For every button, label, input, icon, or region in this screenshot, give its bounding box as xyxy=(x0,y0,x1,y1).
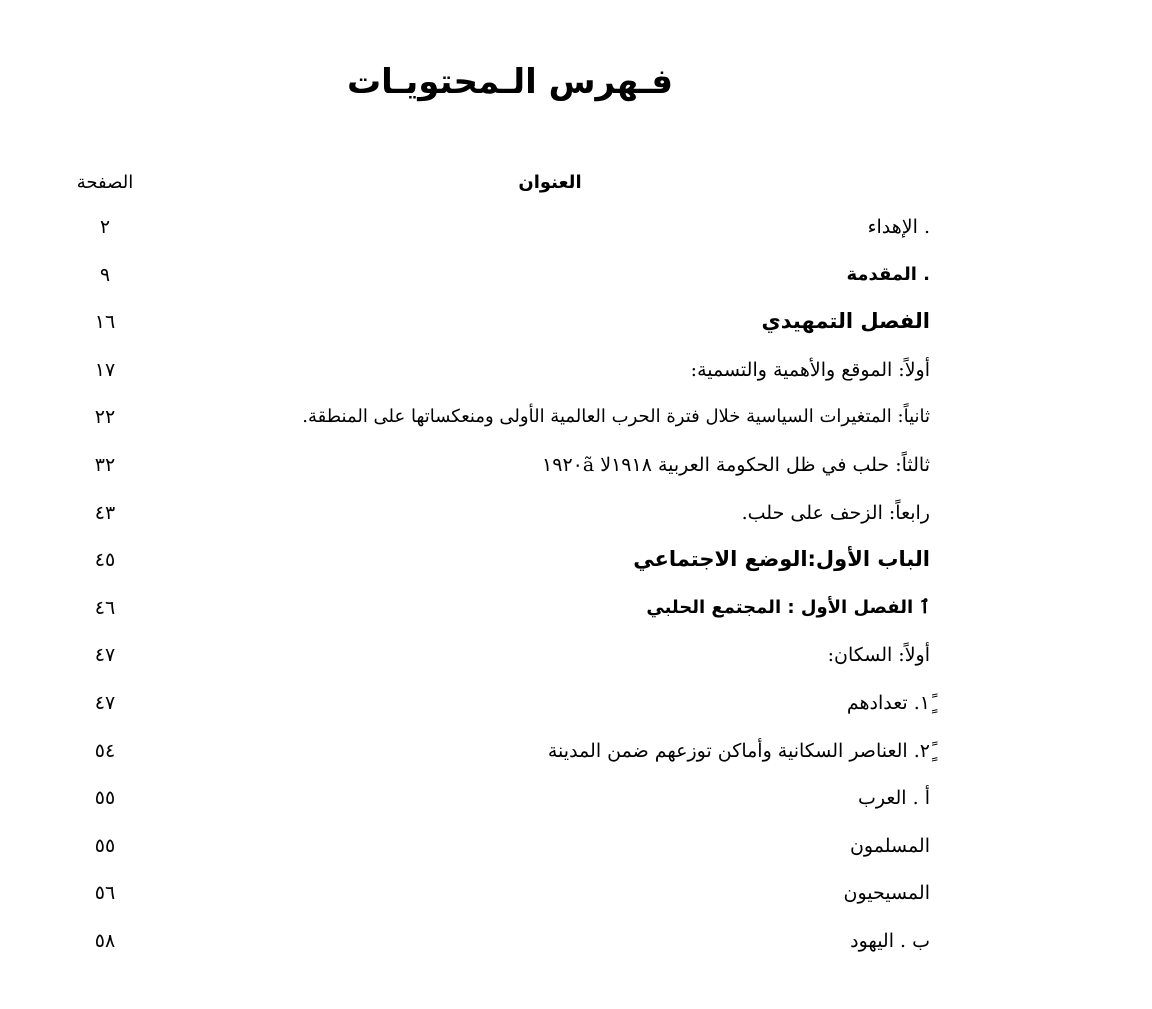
toc-entry xyxy=(0,446,1152,494)
toc-entry-title: المسلمون xyxy=(849,834,930,857)
toc-entry-page: ٤٥ xyxy=(94,549,116,572)
toc-entry-page: ٥٤ xyxy=(94,739,116,762)
toc-list xyxy=(0,208,1152,970)
toc-entry-title: الباب الأول:الوضع الاجتماعي xyxy=(633,547,930,572)
toc-entry-page: ٢ xyxy=(99,216,111,238)
toc-entry-page: ٩ xyxy=(99,263,111,286)
toc-entry xyxy=(0,541,1152,589)
toc-entry xyxy=(0,208,1152,256)
toc-entry-page: ٥٥ xyxy=(94,787,116,810)
toc-entry-title: ثانياً: المتغيرات السياسية خلال فترة الحرب العالمية الأولى ومنعكساتها على المنطقة. xyxy=(302,406,930,428)
toc-entry-page: ٤٣ xyxy=(94,501,116,524)
toc-entry xyxy=(0,732,1152,780)
toc-entry-page: ٥٥ xyxy=(94,834,116,857)
toc-entry xyxy=(0,351,1152,399)
toc-entry-title: ثالثاً: حلب في ظل الحكومة العربية ١٩١٨ﻻ ١٩٢٠ã xyxy=(542,453,930,476)
toc-entry-page: ٣٢ xyxy=(94,453,116,476)
toc-entry xyxy=(0,636,1152,684)
toc-entry xyxy=(0,779,1152,827)
toc-entry-title: . الإهداء xyxy=(867,216,930,238)
toc-entry-title: أولاً: السكان: xyxy=(827,644,930,667)
column-header-title: العنوان xyxy=(518,172,582,193)
toc-entry xyxy=(0,684,1152,732)
toc-entry-title: . المقدمة xyxy=(846,263,930,285)
toc-entry-title: رابعاً: الزحف على حلب. xyxy=(741,501,930,524)
toc-entry-page: ١٦ xyxy=(94,311,116,334)
toc-entry-page: ٥٦ xyxy=(94,882,116,905)
toc-entry xyxy=(0,256,1152,304)
page-title: فـهرس الـمحتويـات xyxy=(346,62,674,102)
toc-entry xyxy=(0,589,1152,637)
toc-entry-page: ٤٦ xyxy=(94,596,116,619)
toc-entry xyxy=(0,303,1152,351)
toc-entry-title: المسيحيون xyxy=(843,882,930,905)
toc-entry xyxy=(0,827,1152,875)
toc-entry xyxy=(0,922,1152,970)
toc-entry xyxy=(0,874,1152,922)
toc-entry-page: ٤٧ xyxy=(94,644,116,667)
column-header-page: الصفحة xyxy=(76,172,134,193)
toc-entry-title: الفصل التمهيدي xyxy=(761,309,930,334)
toc-entry-title: أ . العرب xyxy=(857,787,930,810)
toc-entry-page: ٤٧ xyxy=(94,691,116,714)
toc-entry xyxy=(0,398,1152,446)
toc-entry-page: ١٧ xyxy=(94,358,116,381)
toc-entry-page: ٥٨ xyxy=(94,929,116,952)
toc-entry-title: أولاً: الموقع والأهمية والتسمية: xyxy=(690,358,930,381)
toc-entry-title: ٱ الفصل الأول : المجتمع الحلبي xyxy=(646,596,930,618)
toc-entry-title: ًٍ٢. العناصر السكانية وأماكن توزعهم ضمن المدينة xyxy=(547,739,930,762)
toc-entry-page: ٢٢ xyxy=(94,406,116,429)
toc-entry-title: ًٍ١. تعدادهم xyxy=(846,691,930,714)
toc-entry-title: ب . اليهود xyxy=(850,929,930,952)
toc-entry xyxy=(0,494,1152,542)
